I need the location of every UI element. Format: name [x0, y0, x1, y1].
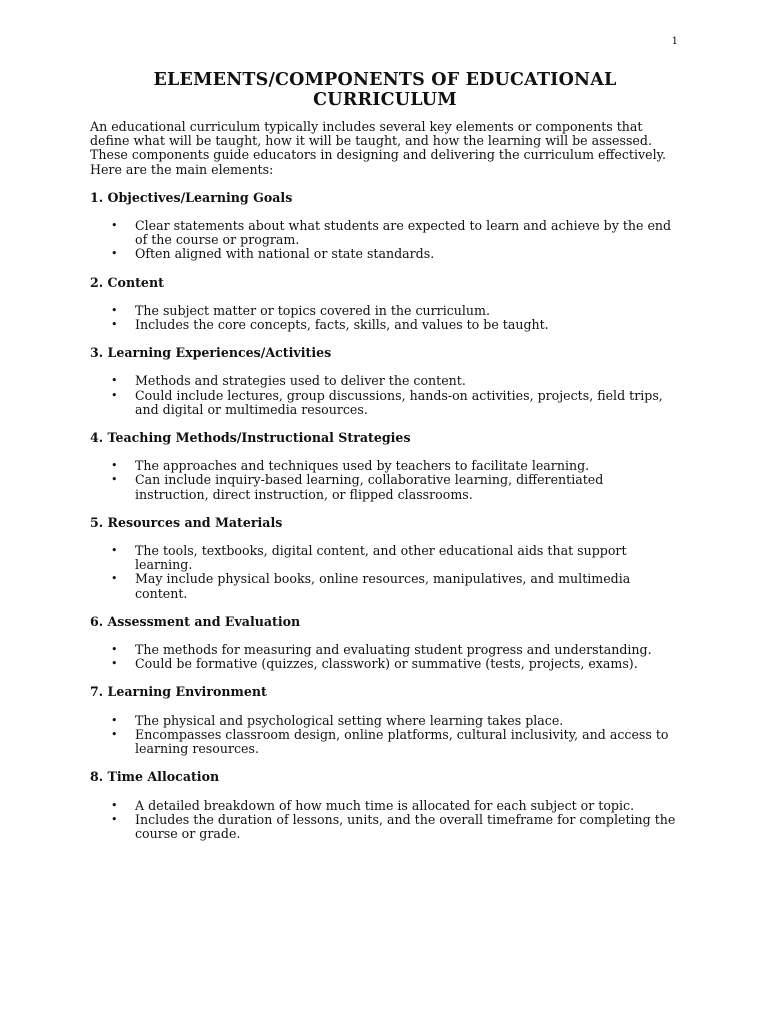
- section-1: [90, 191, 680, 262]
- bullet-item: • Clear statements about what students are expected to learn and achieve by the end of the course or program.: [90, 219, 680, 247]
- section-3: [90, 346, 680, 417]
- sections-container: [90, 191, 680, 841]
- section-4: [90, 431, 680, 502]
- title-line-1: ELEMENTS/COMPONENTS OF EDUCATIONAL: [153, 70, 617, 90]
- bullet-item: • The methods for measuring and evaluating student progress and understanding.: [90, 643, 680, 657]
- section-heading: 5. Resources and Materials: [90, 514, 283, 530]
- page-title: [90, 70, 680, 110]
- document-body: [90, 70, 680, 855]
- section-6: [90, 615, 680, 672]
- bullet-item: • The tools, textbooks, digital content, and other educational aids that support learning.: [90, 544, 680, 572]
- bullet-item: • Includes the core concepts, facts, skills, and values to be taught.: [90, 318, 680, 332]
- bullet-list: [90, 643, 680, 671]
- bullet-item: • Often aligned with national or state standards.: [90, 247, 680, 261]
- bullet-list: [90, 219, 680, 262]
- section-7: [90, 685, 680, 756]
- section-heading: 7. Learning Environment: [90, 684, 267, 700]
- bullet-item: • Can include inquiry-based learning, collaborative learning, differentiated instruction, direct instruction, or flipped classrooms.: [90, 473, 680, 501]
- section-heading: 8. Time Allocation: [90, 769, 220, 785]
- section-8: [90, 770, 680, 841]
- section-heading: 2. Content: [90, 274, 164, 290]
- bullet-item: • Methods and strategies used to deliver the content.: [90, 374, 680, 388]
- bullet-item: • The approaches and techniques used by teachers to facilitate learning.: [90, 459, 680, 473]
- section-5: [90, 516, 680, 601]
- section-heading: 1. Objectives/Learning Goals: [90, 189, 293, 205]
- page-number: 1: [671, 36, 678, 47]
- bullet-item: • The physical and psychological setting where learning takes place.: [90, 714, 680, 728]
- bullet-item: • Could include lectures, group discussions, hands-on activities, projects, field trips, and digital or multimedia resources.: [90, 389, 680, 417]
- bullet-item: • Encompasses classroom design, online platforms, cultural inclusivity, and access to learning resources.: [90, 728, 680, 756]
- bullet-list: [90, 799, 680, 842]
- bullet-item: • May include physical books, online resources, manipulatives, and multimedia content.: [90, 572, 680, 600]
- bullet-list: [90, 304, 680, 332]
- section-heading: 6. Assessment and Evaluation: [90, 613, 301, 629]
- bullet-list: [90, 374, 680, 417]
- bullet-item: • Could be formative (quizzes, classwork) or summative (tests, projects, exams).: [90, 657, 680, 671]
- bullet-item: • The subject matter or topics covered in the curriculum.: [90, 304, 680, 318]
- section-heading: 3. Learning Experiences/Activities: [90, 345, 332, 361]
- bullet-item: • Includes the duration of lessons, units, and the overall timeframe for completing the course or grade.: [90, 813, 680, 841]
- bullet-list: [90, 544, 680, 601]
- bullet-list: [90, 714, 680, 757]
- bullet-item: • A detailed breakdown of how much time is allocated for each subject or topic.: [90, 799, 680, 813]
- title-line-2: CURRICULUM: [313, 90, 457, 110]
- bullet-list: [90, 459, 680, 502]
- section-heading: 4. Teaching Methods/Instructional Strategies: [90, 430, 411, 446]
- section-2: [90, 276, 680, 333]
- intro-paragraph: An educational curriculum typically includes several key elements or components that define what will be taught, how it will be taught, and how the learning will be assessed. These components guide educators in designing and delivering the curriculum effectively. Here are the main elements:: [90, 119, 667, 177]
